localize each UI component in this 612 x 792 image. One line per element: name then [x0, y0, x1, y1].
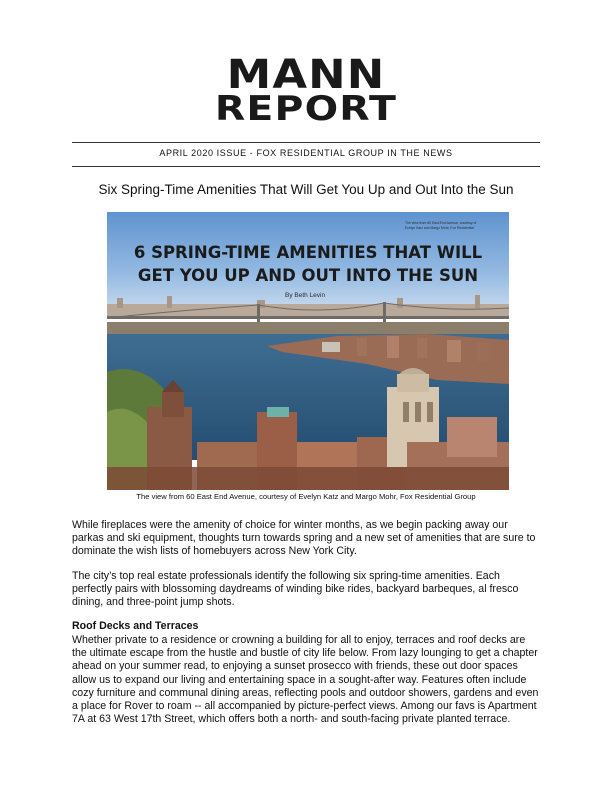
paragraph-intro: While fireplaces were the amenity of choice for winter months, as we begin packing away our parkas and ski equipment, thoughts turn towards spring and a new set of amenities that are sure to dominate the wish lists of homebuyers across New York City.: [72, 519, 536, 558]
section-heading-roof-decks: Roof Decks and Terraces: [72, 620, 199, 632]
masthead-logo: [0, 52, 612, 129]
overlay-byline: By Beth Levin: [285, 292, 326, 299]
article-photo: [107, 212, 509, 490]
overlay-corner-note-line2: Evelyn Katz and Margo Mohr, Fox Residential: [405, 226, 474, 230]
paragraph-roof-decks: Whether private to a residence or crowning a building for all to enjoy, terraces and roof decks are the ultimate escape from the hustle and bustle of city life below. From lazy lounging to get a chapter ahead on your summer read, to enjoying a sunset prosecco with friends, these out door spaces allow us to expand our living and entertaining space in a sought-after way. Features often include cozy furniture and communal dining areas, reflecting pools and outdoor showers, gardens and even a place for Rover to roam -- all accompanied by picture-perfect views. Among our favs is Apartment 7A at 63 West 17th Street, which offers both a north- and south-facing private planted terrace.: [72, 634, 539, 726]
issue-line: APRIL 2020 ISSUE - FOX RESIDENTIAL GROUP IN THE NEWS: [159, 148, 453, 158]
bottom-divider: [72, 166, 540, 167]
article-headline: Six Spring-Time Amenities That Will Get You Up and Out Into the Sun: [98, 182, 514, 197]
photo-caption: The view from 60 East End Avenue, courtesy of Evelyn Katz and Margo Mohr, Fox Residential Group: [136, 492, 476, 501]
overlay-corner-note-line1: The view from 60 East End Avenue, courtesy of: [405, 221, 477, 225]
overlay-title-line1: 6 SPRING-TIME AMENITIES THAT WILL: [133, 243, 483, 262]
logo-line-report: REPORT: [214, 89, 398, 129]
logo-line-mann: MANN: [226, 52, 386, 98]
paragraph-amenities: The city’s top real estate professionals identify the following six spring-time amenities. Each perfectly pairs with blossoming daydreams of winding bike rides, backyard barbeques, al fresco dining, and three-point jump shots.: [72, 570, 519, 609]
overlay-title-line2: GET YOU UP AND OUT INTO THE SUN: [137, 266, 479, 285]
top-divider: [72, 142, 540, 143]
